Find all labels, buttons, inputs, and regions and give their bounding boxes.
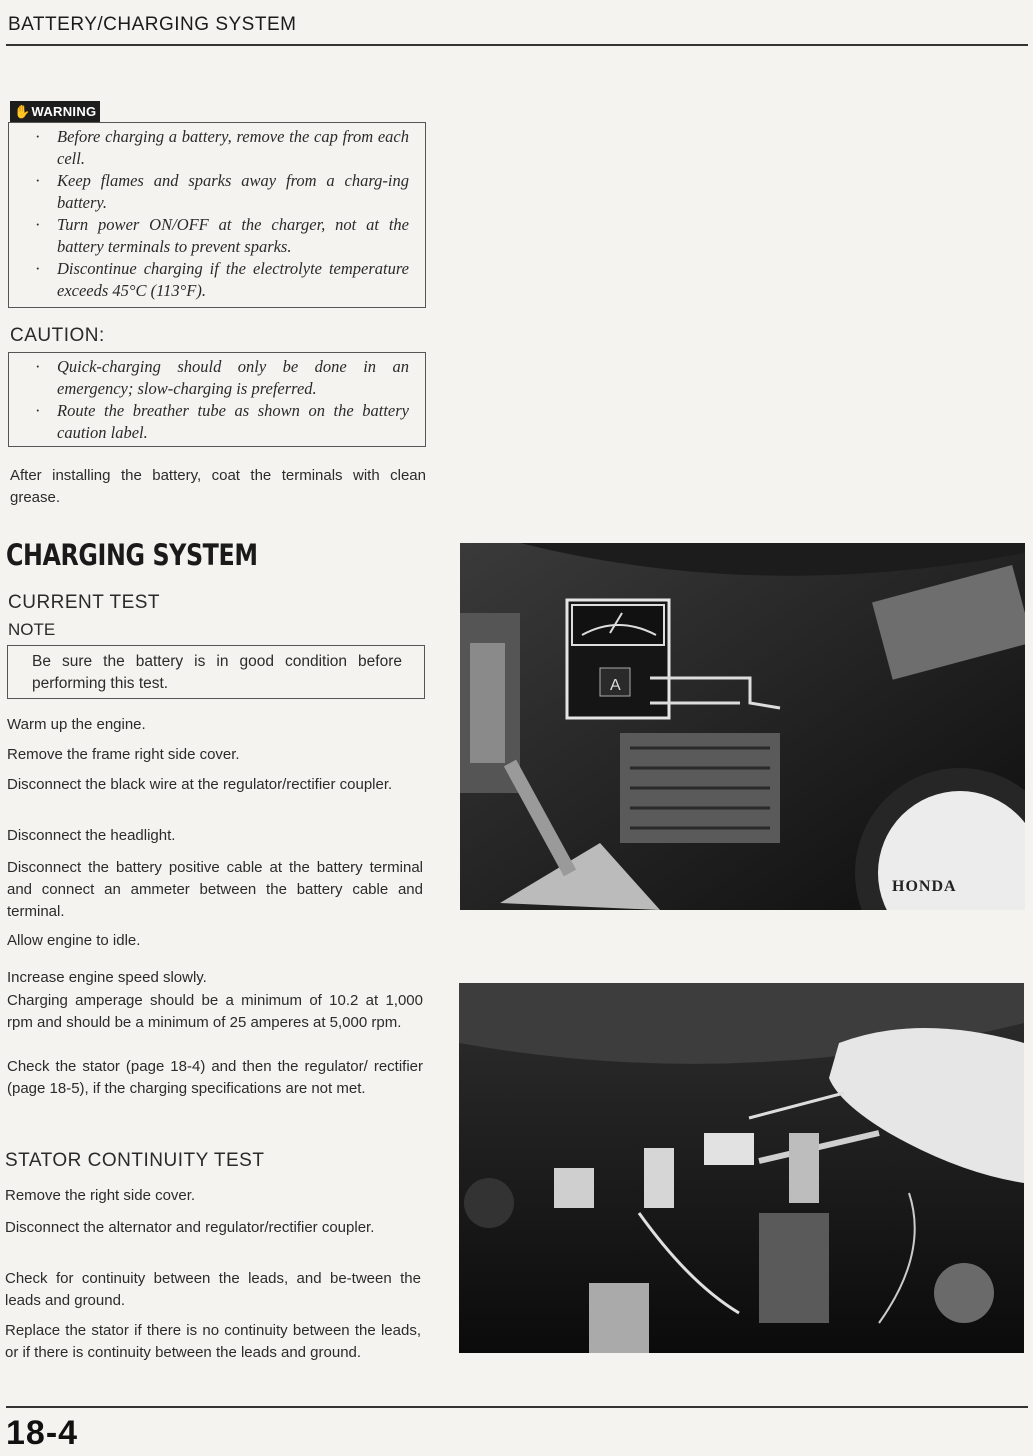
step-text: Charging amperage should be a minimum of 10.2 at 1,000 rpm and should be a minimum of 25 amperes at 5,000 rpm. [7, 992, 423, 1031]
page-number: 18-4 [6, 1414, 79, 1452]
warning-item: · Turn power ON/OFF at the charger, not at the battery terminals to prevent sparks. [31, 214, 409, 258]
page-header-title: BATTERY/CHARGING SYSTEM [8, 14, 297, 35]
step-text: Disconnect the headlight. [7, 827, 176, 844]
photo-ammeter-hookup [460, 543, 1025, 910]
step-text: Disconnect the black wire at the regulator/rectifier coupler. [7, 776, 393, 793]
step-text: Remove the right side cover. [5, 1187, 196, 1204]
svg-text:HONDA: HONDA [892, 878, 957, 895]
caution-label: CAUTION: [10, 325, 105, 346]
note-box [7, 645, 425, 699]
note-label: NOTE [8, 620, 56, 639]
ammeter-label: A [610, 677, 621, 694]
step-text: Check the stator (page 18-4) and then the regulator/ rectifier (page 18-5), if the charging specifications are not met. [7, 1058, 423, 1097]
note-text: Be sure the battery is in good condition before performing this test. [32, 653, 402, 692]
warning-box [8, 122, 426, 308]
after-install-text: After installing the battery, coat the terminals with clean grease. [10, 467, 426, 506]
step-text: Warm up the engine. [7, 716, 146, 733]
warning-item: · Before charging a battery, remove the cap from each cell. [31, 126, 409, 170]
hand-warning-icon: ✋ [14, 104, 31, 119]
section-title-charging-system: CHARGING SYSTEM [6, 538, 258, 572]
step-text: Increase engine speed slowly. [7, 969, 207, 986]
photo-stator-test [459, 983, 1024, 1353]
step-text: Allow engine to idle. [7, 932, 141, 949]
caution-item: · Route the breather tube as shown on the battery caution label. [31, 400, 409, 444]
step-text: Replace the stator if there is no continuity between the leads, or if there is continuity between the leads and ground. [5, 1322, 421, 1361]
warning-item: · Keep flames and sparks away from a charg-ing battery. [31, 170, 409, 214]
warning-item: · Discontinue charging if the electrolyte temperature exceeds 45°C (113°F). [31, 258, 409, 302]
warning-badge [10, 101, 100, 122]
warning-label: WARNING [31, 104, 97, 119]
caution-box [8, 352, 426, 447]
header-rule [6, 44, 1028, 46]
step-text: Check for continuity between the leads, and be-tween the leads and ground. [5, 1270, 421, 1309]
subsection-title-current-test: CURRENT TEST [8, 592, 161, 613]
step-text: Disconnect the battery positive cable at the battery terminal and connect an ammeter between the battery cable and terminal. [7, 859, 423, 920]
step-text: Remove the frame right side cover. [7, 746, 240, 763]
subsection-title-stator-test: STATOR CONTINUITY TEST [5, 1150, 265, 1171]
step-text: Disconnect the alternator and regulator/rectifier coupler. [5, 1219, 375, 1236]
caution-item: · Quick-charging should only be done in an emergency; slow-charging is preferred. [31, 356, 409, 400]
footer-rule [6, 1406, 1028, 1408]
